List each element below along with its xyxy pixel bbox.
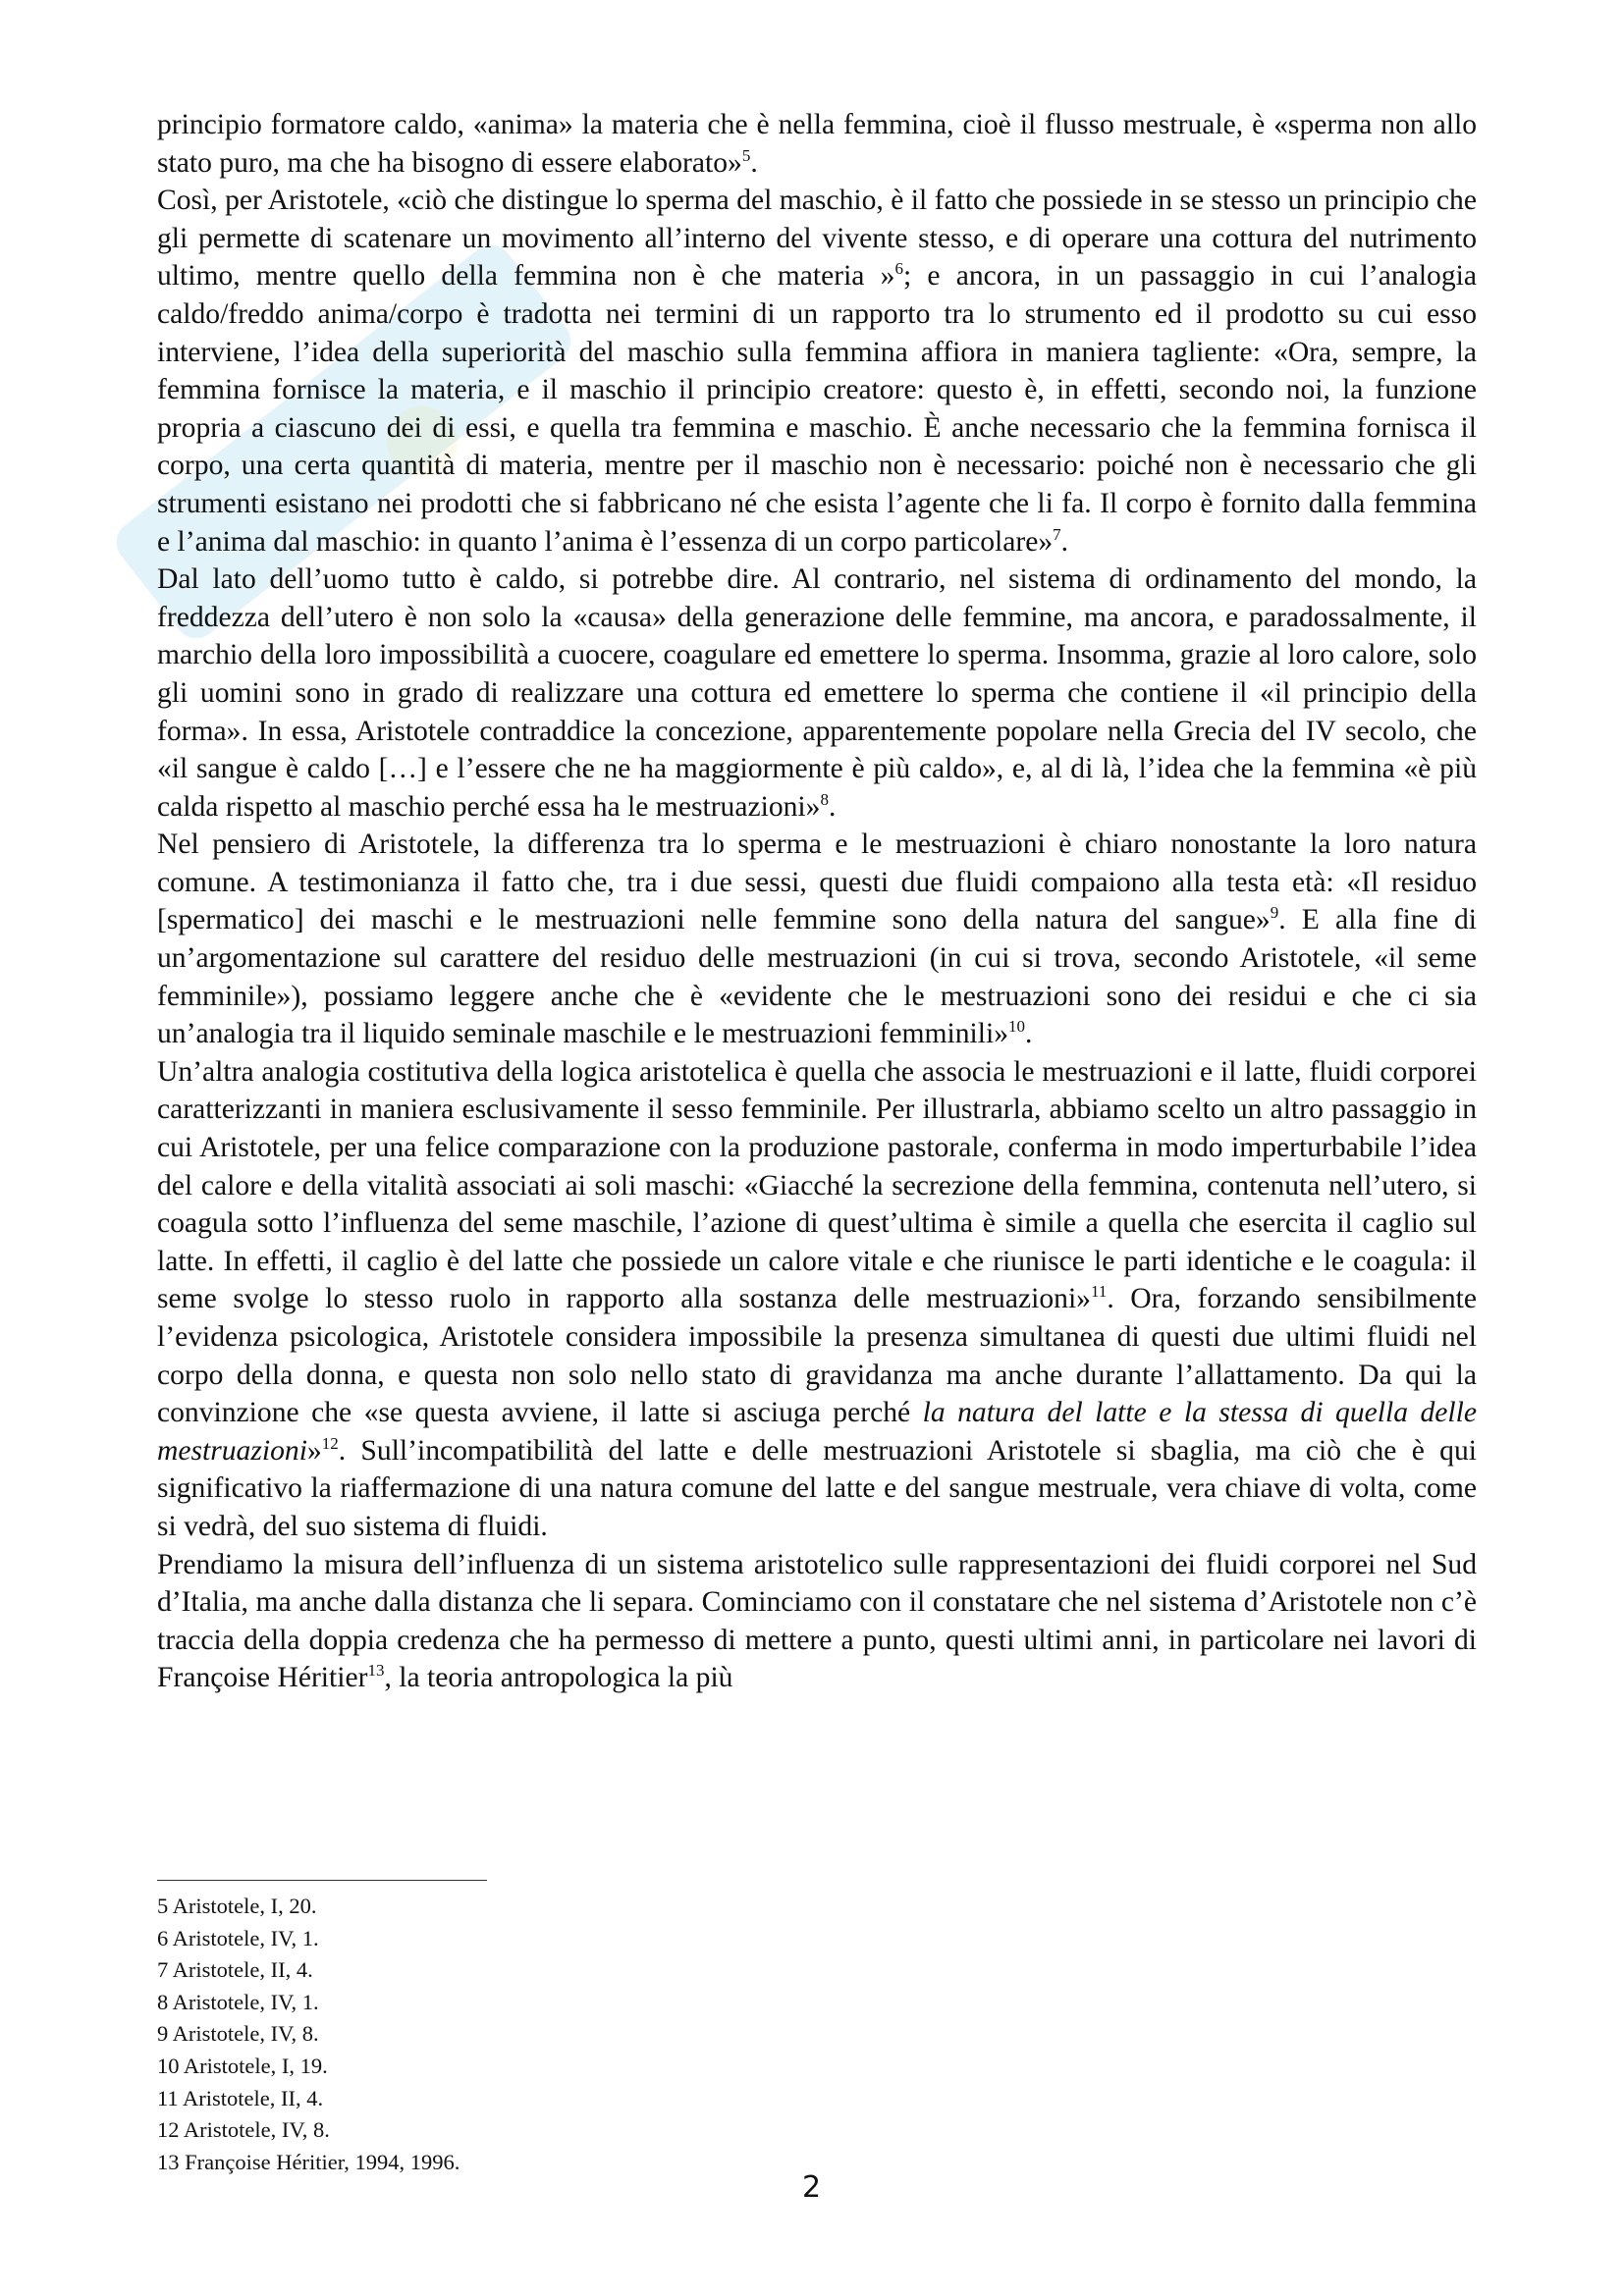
paragraph-text: Nel pensiero di Aristotele, la differenza tra lo sperma e le mestruazioni è chiaro nonostante la loro natura comune. A testimonianza il fatto che, tra i due sessi, questi due fluidi compaiono alla testa età: «Il residuo [spermatico] dei maschi e le mestruazioni nelle femmine sono della natura del sangue» (157, 828, 1477, 936)
paragraph-text: . Ora, forzando sensibilmente l’evidenza psicologica, Aristotele considera impossibile la presenza simultanea di questi due ultimi fluidi nel corpo della donna, e questa non solo nello stato di gravidanza ma anche durante l’allattamento. Da qui la convinzione che «se questa avviene, il latte si asciuga perché (157, 1283, 1477, 1429)
paragraph-text: . (1060, 525, 1069, 558)
paragraph-text: Un’altra analogia costitutiva della logica aristotelica è quella che associa le mestruazioni e il latte, fluidi corporei caratterizzanti in maniera esclusivamente il sesso femminile. Per illustrarla, abbiamo scelto un altro passaggio in cui Aristotele, per una felice comparazione con la produzione pastorale, conferma in modo imperturbabile l’idea del calore e della vitalità associati ai soli maschi: «Giacché la secrezione della femmina, contenuta nell’utero, si coagula sotto l’influenza del seme maschile, l’azione di quest’ultima è simile a quella che esercita il caglio sul latte. In effetti, il caglio è del latte che possiede un calore vitale e che riunisce le parti identiche e le coagula: il seme svolge lo stesso ruolo in rapporto alla sostanza delle mestruazioni» (157, 1055, 1477, 1315)
footnote: 8 Aristotele, IV, 1. (157, 1989, 319, 2014)
footnote: 11 Aristotele, II, 4. (157, 2085, 324, 2110)
paragraph (157, 826, 1477, 1053)
footnote-reference: 13 (367, 1661, 385, 1681)
page-number: 2 (801, 2170, 822, 2205)
footnote-reference: 12 (321, 1433, 339, 1453)
footnote: 5 Aristotele, I, 20. (157, 1894, 317, 1918)
footnote-reference: 5 (741, 145, 751, 165)
paragraph-text: Dal lato dell’uomo tutto è caldo, si potrebbe dire. Al contrario, nel sistema di ordinamento del mondo, la freddezza dell’utero è non solo la «causa» della generazione delle femmine, ma ancora, e paradossalmente, il marchio della loro impossibilità a cuocere, coagulare ed emettere lo sperma. Insomma, grazie al loro calore, solo gli uomini sono in grado di realizzare una cottura ed emettere lo sperma che contiene il «il principio della forma». In essa, Aristotele contraddice la concezione, apparentemente popolare nella Grecia del IV secolo, che «il sangue è caldo […] e l’essere che ne ha maggiormente è più caldo», e, al di là, l’idea che la femmina «è più calda rispetto al maschio perché essa ha le mestruazioni» (157, 563, 1477, 823)
paragraph-text: , la teoria antropologica la più (384, 1662, 733, 1694)
footnote-reference: 8 (820, 789, 829, 809)
paragraph (157, 106, 1477, 182)
footnote-reference: 7 (1053, 524, 1061, 544)
paragraph-text: » (306, 1434, 322, 1467)
footnote-separator (157, 1880, 487, 1881)
paragraph-text: . (828, 790, 837, 823)
footnote: 7 Aristotele, II, 4. (157, 1957, 313, 1983)
paragraph-text: . Sull’incompatibilità del latte e delle mestruazioni Aristotele si sbaglia, ma ciò che è qui significativo la riaffermazione di una natura comune del latte e del sangue mestruale, vera chiave di volta, come si vedrà, del suo sistema di fluidi. (157, 1434, 1477, 1542)
paragraph-text: . E alla fine di un’argomentazione sul carattere del residuo delle mestruazioni (in cui si trova, secondo Aristotele, «il seme femminile»), possiamo leggere anche che è «evidente che le mestruazioni sono dei residui e che ci sia un’analogia tra il liquido seminale maschile e le mestruazioni femminili» (157, 904, 1477, 1050)
footnote-reference: 6 (894, 259, 903, 279)
footnote: 13 Françoise Héritier, 1994, 1996. (157, 2149, 460, 2174)
document-body (157, 106, 1477, 1697)
paragraph (157, 182, 1477, 561)
paragraph-text: Prendiamo la misura dell’influenza di un sistema aristotelico sulle rappresentazioni dei fluidi corporei nel Sud d’Italia, ma anche dalla distanza che li separa. Cominciamo con il constatare che nel sistema d’Aristotele non c’è traccia della doppia credenza che ha permesso di mettere a punto, questi ultimi anni, in particolare nei lavori di Françoise Héritier (157, 1548, 1477, 1694)
paragraph (157, 561, 1477, 826)
footnote-reference: 10 (1008, 1017, 1026, 1037)
paragraph-text: . (750, 146, 758, 179)
paragraph-text: principio formatore caldo, «anima» la materia che è nella femmina, cioè il flusso mestruale, è «sperma non allo stato puro, ma che ha bisogno di essere elaborato» (157, 109, 1477, 179)
footnote: 10 Aristotele, I, 19. (157, 2053, 328, 2078)
paragraph (157, 1546, 1477, 1697)
paragraph-text: ; e ancora, in un passaggio in cui l’analogia caldo/freddo anima/corpo è tradotta nei termini di un rapporto tra lo strumento ed il prodotto su cui esso interviene, l’idea della superiorità del maschio sulla femmina affiora in maniera tagliente: «Ora, sempre, la femmina fornisce la materia, e il maschio il principio creatore: questo è, in effetti, secondo noi, la funzione propria a ciascuno dei di essi, e quella tra femmina e maschio. È anche necessario che la femmina fornisca il corpo, una certa quantità di materia, mentre per il maschio non è necessario: poiché non è necessario che gli strumenti esistano nei prodotti che si fabbricano né che esista l’agente che li fa. Il corpo è fornito dalla femmina e l’anima dal maschio: in quanto l’anima è l’essenza di un corpo particolare» (157, 260, 1478, 558)
footnote: 6 Aristotele, IV, 1. (157, 1925, 319, 1950)
paragraph-text: . (1025, 1018, 1033, 1050)
footnote-reference: 11 (1090, 1282, 1108, 1302)
footnote-reference: 9 (1270, 903, 1279, 923)
footnotes (157, 1891, 1041, 2178)
paragraph-text: Così, per Aristotele, «ciò che distingue lo sperma del maschio, è il fatto che possiede in se stesso un principio che gli permette di scatenare un movimento all’interno del vivente stesso, e di operare una cottura del nutrimento ultimo, mentre quello della femmina non è che materia » (157, 185, 1477, 293)
italic-text: la natura del latte e la stessa di quella delle mestruazioni (157, 1397, 1477, 1467)
footnote: 9 Aristotele, IV, 8. (157, 2021, 319, 2047)
footnote: 12 Aristotele, IV, 8. (157, 2117, 330, 2143)
paragraph (157, 1053, 1477, 1546)
